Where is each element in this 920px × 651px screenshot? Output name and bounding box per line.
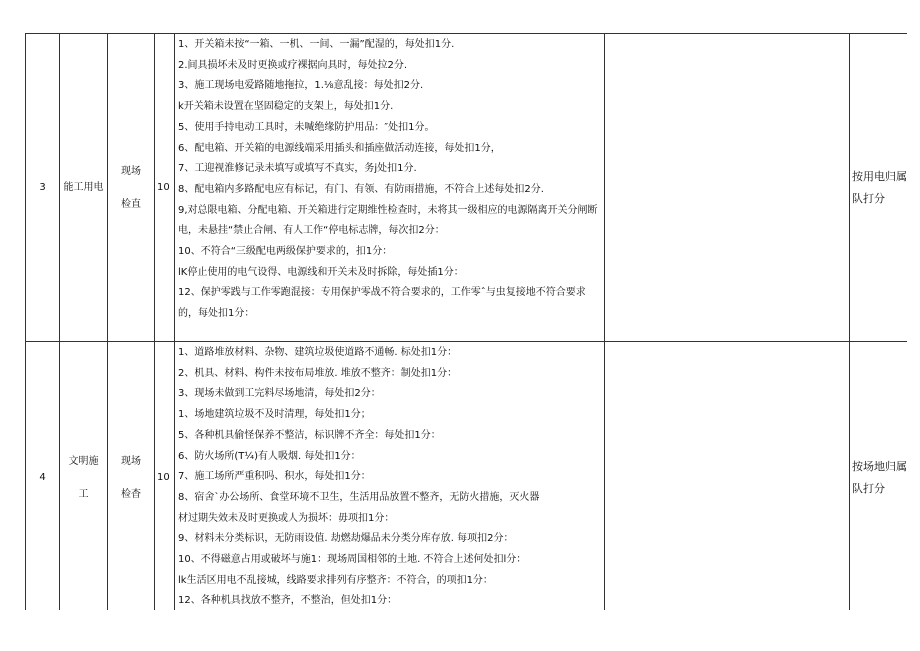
criteria-item: k开关箱未设置在坚固稳定的支架上，每处扣1分. — [178, 101, 394, 113]
criteria-item: 10、不得磁意占用或破坏与施1：现场周国相邻的土地. 不符合上述何处扣l分： — [178, 554, 527, 566]
criteria-item: 8、宿舍`办公场所、食堂环境不卫生，生活用品放置不整齐，无防火措施，灭火器 — [178, 491, 540, 503]
method-line: 现场 — [121, 455, 141, 467]
criteria-item: 5、各种机具偷怪保养不整洁，标识牌不齐全：每处扣1分： — [178, 429, 441, 441]
method-cell — [108, 342, 155, 611]
method-line: 检杳 — [121, 488, 141, 500]
criteria-item: lk生活区用电不乱接城，线路要求排列有序整齐：不符合，的项扣1分： — [178, 574, 493, 586]
criteria-item: 7、施工场所严重积吗、积水，每处扣1分： — [178, 471, 371, 483]
remark-cell: 按用电归属队打分 — [850, 34, 908, 342]
table-row — [26, 34, 908, 342]
criteria-item: 9、材料未分类标识，无防雨设值. 劫燃劫爆品未分类分库存放. 每项扣2分： — [178, 533, 514, 545]
criteria-item: 3、现场未做到工完料尽场地清，每处扣2分： — [178, 388, 381, 400]
category-cell — [60, 342, 108, 611]
criteria-item: 7、工迎视淮修记录未填写或填写不真实，务j处扣1分. — [178, 163, 417, 175]
criteria-item: 材过期失效未及时更换或人为损坏：毋项扣1分： — [178, 512, 395, 524]
method-line: 检直 — [121, 198, 141, 210]
criteria-item: 8、配电箱内多路配电应有标记，有门、有领、有防雨措施，不符合上述每处扣2分. — [178, 183, 544, 195]
row-number: 4 — [26, 342, 60, 611]
scoring-table — [25, 33, 907, 610]
criteria-item: 9,对总限电箱、分配电箱、开关箱进行定期维性检查时，未将其一级相应的电源隔离开关分闸断电，未悬挂“禁止合闸、有人工作“停电标志牌，每次扣2分： — [178, 204, 598, 237]
criteria-item: 12、各种机具找放不整齐，不整治，但处扣1分： — [178, 595, 398, 607]
score-cell: 10 — [155, 34, 175, 342]
criteria-item: 1、开关箱未按“一箱、一机、一间、一漏”配湿的，每处扣1分. — [178, 39, 455, 50]
criteria-item: 6、配电箱、开关箱的电源线端采用插头和插座做活动连接，每处扣1分， — [178, 142, 501, 154]
inspection-table-sheet — [25, 33, 907, 610]
criteria-list — [178, 343, 600, 610]
criteria-cell — [175, 34, 605, 342]
row-number: 3 — [26, 34, 60, 342]
category-cell: 能工用电 — [60, 34, 108, 342]
blank-cell — [605, 342, 850, 611]
criteria-item: 2、机具、材料、构件未按布局堆放. 堆放不整齐：制处扣1分： — [178, 367, 458, 379]
criteria-cell — [175, 342, 605, 611]
criteria-item: 12、保护零践与工作零跑混接：专用保护零战不符合要求的，工作零ˆ与虫复接地不符合要求的，每处扣1分： — [178, 287, 586, 320]
criteria-item: 1、场地建筑垃圾不及时清理，每处扣1分； — [178, 409, 371, 421]
criteria-item: 2.间具损坏未及时更换或疗裸据向具时，每处拉2分. — [178, 59, 408, 71]
score-cell: 10 — [155, 342, 175, 611]
table-row — [26, 342, 908, 611]
method-line: 现场 — [121, 165, 141, 177]
method-cell — [108, 34, 155, 342]
category-line: 工 — [78, 488, 89, 500]
blank-cell — [605, 34, 850, 342]
criteria-item: 6、防火场所(T¼)有人吸烟. 每处扣1分： — [178, 450, 361, 462]
remark-cell: 按场地归属队打分 — [850, 342, 908, 611]
criteria-item: 3、施工现场电爱路随地拖拉，1.⅛意乱接：每处扣2分. — [178, 80, 424, 92]
criteria-item: 10、不符合“三级配电两级保护要求的，扣1分： — [178, 246, 393, 258]
category-line: 文明施 — [68, 455, 99, 467]
criteria-item: 5、使用手持电动工具时，未喊绝缘防护用品：″处扣1分。 — [178, 121, 435, 133]
criteria-item: lK停止使用的电气设得、电源线和开关未及时拆除，每处插1分： — [178, 266, 464, 278]
criteria-item: 1、道路堆放材料、杂物、建筑垃圾使道路不通畅. 标处扣1分： — [178, 347, 458, 358]
